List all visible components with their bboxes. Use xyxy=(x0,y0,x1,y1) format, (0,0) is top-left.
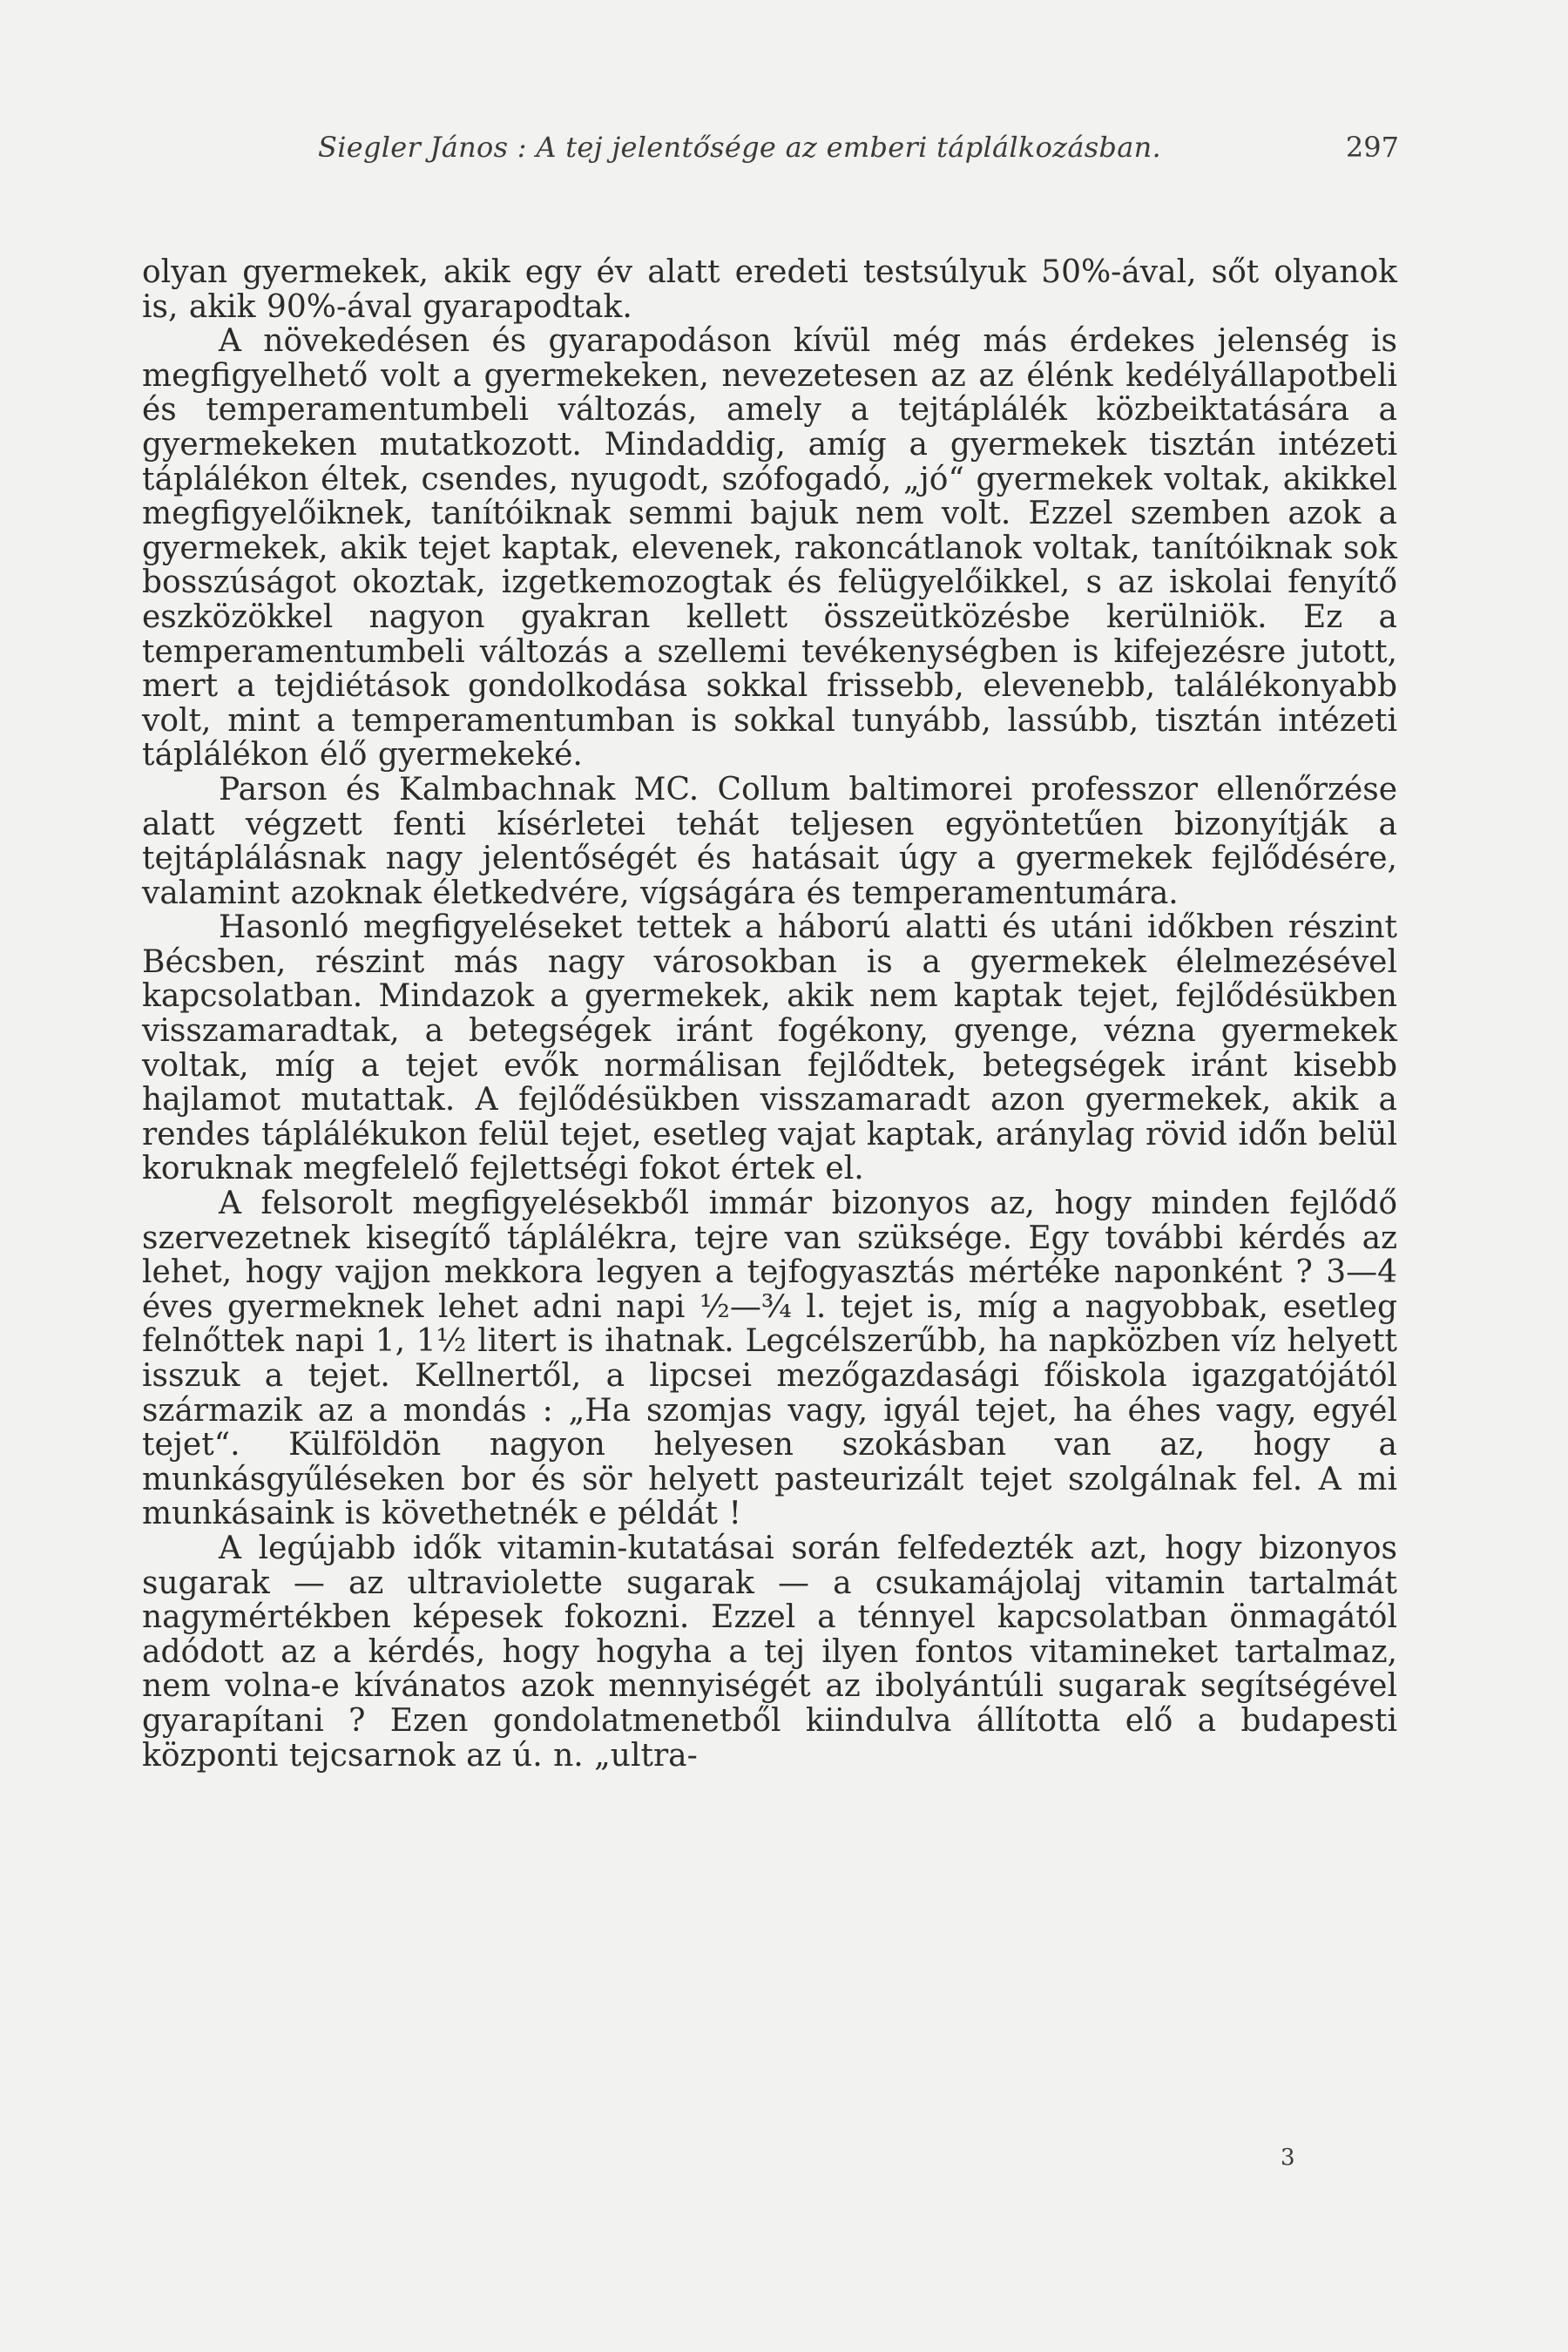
paragraph-5: A felsorolt megfigyelésekből immár bizonyos az, hogy minden fejlődő szervezetnek kisegítő táplálékra, tejre van szüksége. Egy további kérdés az lehet, hogy vajjon mekkora legyen a tejfogyasztás mértéke naponként ? 3—4 éves gyermeknek lehet adni napi ½—¾ l. tejet is, míg a nagyobbak, esetleg felnőttek napi 1, 1½ litert is ihatnak. Legcélszerűbb, ha napközben víz helyett isszuk a tejet. Kellnertől, a lipcsei mezőgazdasági főiskola igazgatójától származik az a mondás : „Ha szomjas vagy, igyál tejet, ha éhes vagy, egyél tejet“. Külföldön nagyon helyesen szokásban van az, hogy a munkásgyűléseken bor és sör helyett pasteurizált tejet szolgálnak fel. A mi munkásaink is követhetnék e példát ! xyxy=(142,1186,1397,1532)
signature-mark: 3 xyxy=(1281,2145,1295,2171)
paragraph-6: A legújabb idők vitamin-kutatásai során felfedezték azt, hogy bizonyos sugarak — az ultraviolette sugarak — a csukamájolaj vitamin tartalmát nagymértékben képesek fokozni. Ezzel a ténnyel kapcsolatban önmagától adódott az a kérdés, hogy hogyha a tej ilyen fontos vitamineket tartalmaz, nem volna-e kívánatos azok mennyiségét az ibolyántúli sugarak segítségével gyarapítani ? Ezen gondolatmenetből kiindulva állította elő a budapesti központi tejcsarnok az ú. n. „ultra- xyxy=(142,1530,1397,1774)
paragraph-1: olyan gyermekek, akik egy év alatt eredeti testsúlyuk 50%-ával, sőt olyanok is, akik 90%-ával gyarapodtak. xyxy=(142,254,1397,325)
body-text xyxy=(142,255,1397,1773)
paragraph-2: A növekedésen és gyarapodáson kívül még más érdekes jelenség is megfigyelhető volt a gyermekeken, nevezetesen az az élénk kedélyállapotbeli és temperamentumbeli változás, amely a tejtáplálék közbeiktatására a gyermekeken mutatkozott. Mindaddig, amíg a gyermekek tisztán intézeti táplálékon éltek, csendes, nyugodt, szófogadó, „jó“ gyermekek voltak, akikkel megfigyelőiknek, tanítóiknak semmi bajuk nem volt. Ezzel szemben azok a gyermekek, akik tejet kaptak, elevenek, rakoncátlanok voltak, tanítóiknak sok bosszúságot okoztak, izgetkemozogtak és felügyelőikkel, s az iskolai fenyítő eszközökkel nagyon gyakran kellett összeütközésbe kerülniök. Ez a temperamentumbeli változás a szellemi tevékenységben is kifejezésre jutott, mert a tejdiétások gondolkodása sokkal frissebb, elevenebb, találékonyabb volt, mint a temperamentumban is sokkal tunyább, lassúbb, tisztán intézeti táplálékon élő gyermekeké. xyxy=(142,323,1397,774)
running-header xyxy=(139,131,1399,174)
running-title: Siegler János : A tej jelentősége az emberi táplálkozásban. xyxy=(318,131,1161,164)
paragraph-4: Hasonló megfigyeléseket tettek a háború alatti és utáni időkben részint Bécsben, részint más nagy városokban is a gyermekek élelmezésével kapcsolatban. Mindazok a gyermekek, akik nem kaptak tejet, fejlődésükben visszamaradtak, a betegségek iránt fogékony, gyenge, vézna gyermekek voltak, míg a tejet evők normálisan fejlődtek, betegségek iránt kisebb hajlamot mutattak. A fejlődésükben visszamaradt azon gyermekek, akik a rendes táplálékukon felül tejet, esetleg vajat kaptak, aránylag rövid idő̋n belül koruknak megfelelő fejlettségi fokot értek el. xyxy=(142,909,1397,1187)
page-number: 297 xyxy=(1345,131,1399,164)
paragraph-3: Parson és Kalmbachnak MC. Collum baltimorei professzor ellenőrzése alatt végzett fenti kísérletei tehát teljesen egyöntetűen bizonyítják a tejtáplálásnak nagy jelentőségét és hatásait úgy a gyermekek fejlődésére, valamint azoknak életkedvére, vígságára és temperamentumára. xyxy=(142,771,1397,911)
